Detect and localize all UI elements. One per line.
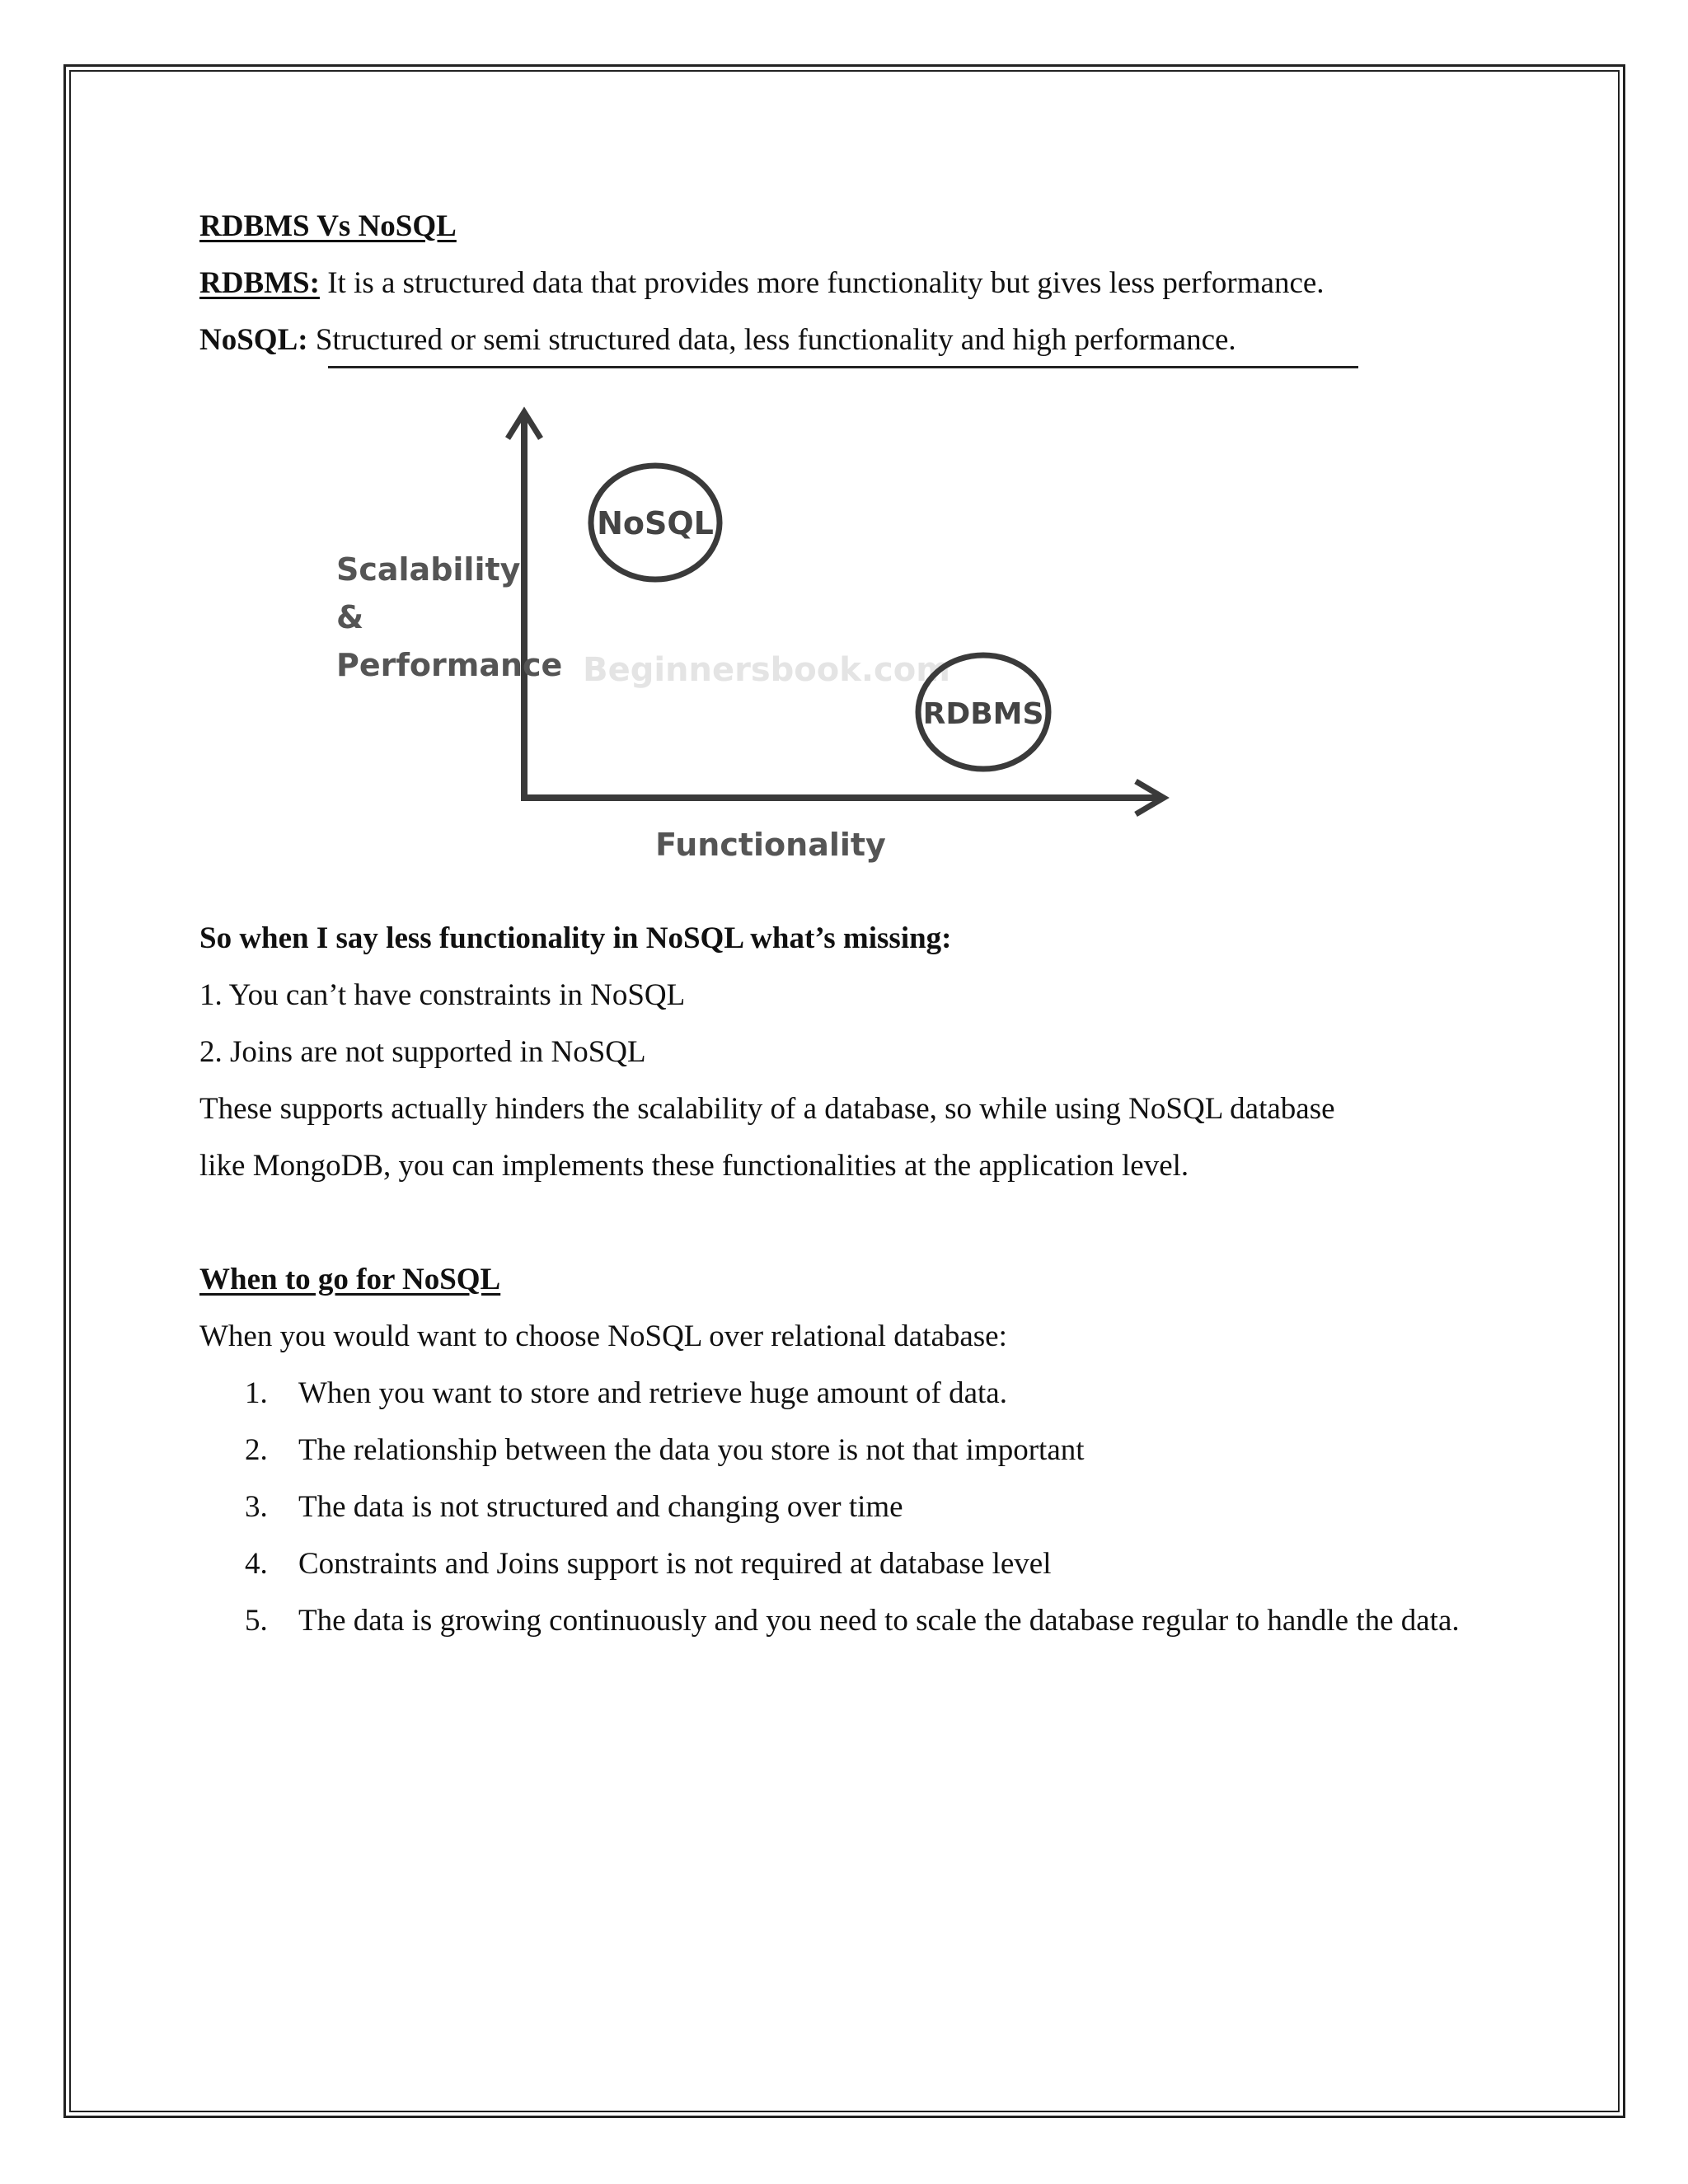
heading-when-to-go-nosql: When to go for NoSQL <box>199 1263 501 1296</box>
list-item-text: The data is growing continuously and you need to scale the database regular to handle the data. <box>298 1604 1460 1638</box>
nosql-definition <box>199 312 1518 368</box>
list-item-text: When you want to store and retrieve huge amount of data. <box>298 1376 1007 1410</box>
section-when-nosql <box>199 1251 1518 1649</box>
list-item-number: 2. <box>245 1433 268 1467</box>
list-item-number: 3. <box>245 1490 268 1524</box>
heading-rdbms-vs-nosql: RDBMS Vs NoSQL <box>199 209 457 243</box>
document-body <box>199 198 1518 368</box>
when-nosql-intro: When you would want to choose NoSQL over relational database: <box>199 1319 1007 1353</box>
watermark-text: Beginnersbook.com <box>583 651 950 689</box>
y-axis-label-line3: Performance <box>336 647 563 683</box>
rdbms-definition <box>199 255 1518 312</box>
list-item-text: Constraints and Joins support is not required at database level <box>298 1547 1052 1581</box>
list-item-text: The data is not structured and changing over time <box>298 1490 903 1524</box>
rdbms-label: RDBMS: <box>199 266 320 300</box>
comparison-figure <box>321 387 1179 882</box>
list-item <box>199 1422 1688 1479</box>
list-item <box>199 1365 1688 1422</box>
list-item-number: 4. <box>245 1547 268 1581</box>
heading-missing-functionality: So when I say less functionality in NoSQL what’s missing: <box>199 921 952 955</box>
comparison-diagram <box>321 387 1179 882</box>
rdbms-text: It is a structured data that provides more functionality but gives less performance. <box>319 266 1325 300</box>
nosql-bubble-label: NoSQL <box>597 505 714 541</box>
nosql-text: Structured or semi structured data, less functionality and high performance. <box>307 323 1236 357</box>
list-item-number: 1. <box>245 1376 268 1410</box>
missing-item-2: 2. Joins are not supported in NoSQL <box>199 1035 646 1069</box>
list-item <box>199 1592 1617 1649</box>
section-missing-functionality <box>199 910 1518 1194</box>
list-item-number: 5. <box>245 1604 268 1638</box>
missing-paragraph-line2: like MongoDB, you can implements these functionalities at the application level. <box>199 1149 1189 1183</box>
rdbms-bubble-label: RDBMS <box>922 697 1044 731</box>
nosql-label: NoSQL: <box>199 323 308 357</box>
horizontal-rule <box>328 366 1358 368</box>
y-axis-label-line1: Scalability <box>336 551 521 588</box>
when-nosql-list <box>199 1365 1518 1649</box>
list-item <box>199 1479 1688 1535</box>
y-axis-label-line2: & <box>336 599 364 635</box>
list-item-text: The relationship between the data you store is not that important <box>298 1433 1085 1467</box>
x-axis-label: Functionality <box>655 827 886 863</box>
list-item <box>199 1535 1688 1592</box>
missing-paragraph-line1: These supports actually hinders the scalability of a database, so while using NoSQL database <box>199 1092 1335 1126</box>
missing-item-1: 1. You can’t have constraints in NoSQL <box>199 978 686 1012</box>
